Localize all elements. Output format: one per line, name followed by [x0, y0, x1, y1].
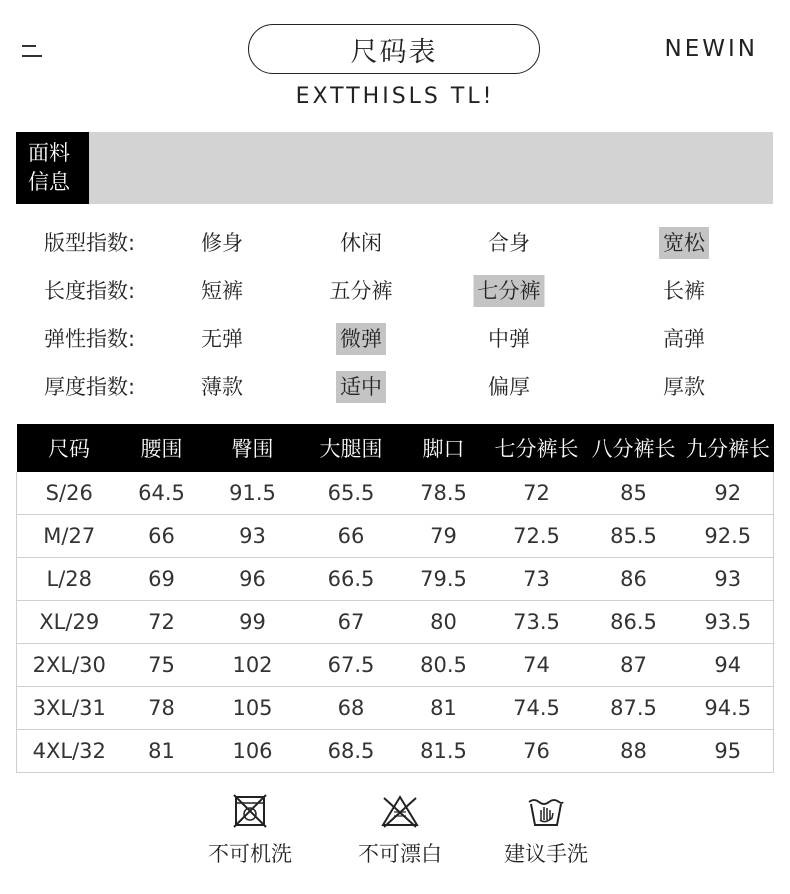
page-subtitle: EXTTHISLS TL! [295, 84, 495, 109]
measurement-cell: 93 [202, 515, 304, 558]
measurement-cell: 92.5 [683, 515, 774, 558]
table-row [17, 687, 774, 730]
brand-name: NEWIN [664, 36, 758, 62]
measurement-cell: 81 [122, 730, 202, 773]
measurement-cell: 81.5 [399, 730, 489, 773]
measurement-cell: 73 [489, 558, 585, 601]
size-cell: M/27 [17, 515, 122, 558]
measurement-cell: 102 [202, 644, 304, 687]
index-label: 长度指数: [44, 279, 136, 303]
size-cell: 4XL/32 [17, 730, 122, 773]
no-bleach-icon [380, 794, 420, 828]
measurement-cell: 79.5 [399, 558, 489, 601]
care-hand-wash [476, 794, 616, 868]
measurement-cell: 105 [202, 687, 304, 730]
measurement-cell: 80 [399, 601, 489, 644]
table-row [17, 472, 774, 515]
index-option: 中弹 [488, 327, 530, 351]
size-table-header [17, 424, 774, 472]
size-cell: 3XL/31 [17, 687, 122, 730]
size-table [16, 424, 774, 773]
measurement-cell: 68.5 [304, 730, 399, 773]
care-label-no-bleach: 不可漂白 [358, 842, 442, 866]
index-option: 休闲 [340, 231, 382, 255]
index-option: 薄款 [201, 375, 243, 399]
measurement-cell: 65.5 [327, 481, 375, 505]
index-option-selected: 微弹 [336, 323, 386, 355]
measurement-cell: 94 [683, 644, 774, 687]
measurement-cell: 79 [399, 515, 489, 558]
measurement-cell: 76 [489, 730, 585, 773]
measurement-cell: 72.5 [489, 515, 585, 558]
no-machine-wash-icon [233, 794, 267, 828]
size-cell: S/26 [17, 472, 122, 515]
table-row [17, 730, 774, 773]
size-table-column-header: 九分裤长 [683, 424, 774, 472]
size-table-column-header: 尺码 [17, 424, 122, 472]
index-option: 五分裤 [329, 279, 393, 303]
index-option: 高弹 [663, 327, 705, 351]
measurement-cell: 86.5 [585, 601, 683, 644]
index-option: 合身 [488, 231, 530, 255]
index-option: 厚款 [663, 375, 705, 399]
measurement-cell: 91.5 [229, 481, 276, 505]
measurement-cell: 95 [683, 730, 774, 773]
size-table-column-header: 大腿围 [304, 424, 399, 472]
measurement-cell: 99 [202, 601, 304, 644]
index-option-selected: 七分裤 [474, 275, 545, 307]
size-table-column-header: 腰围 [122, 424, 202, 472]
measurement-cell: 75 [122, 644, 202, 687]
size-table-column-header: 脚口 [399, 424, 489, 472]
menu-icon[interactable] [22, 44, 42, 58]
index-label: 厚度指数: [44, 375, 136, 399]
size-cell: L/28 [17, 558, 122, 601]
fabric-label-line2: 信息 [28, 170, 70, 194]
hand-wash-icon [526, 794, 566, 828]
size-table-column-header: 臀围 [202, 424, 304, 472]
measurement-cell: 78 [122, 687, 202, 730]
index-option-selected: 宽松 [659, 227, 709, 259]
measurement-cell: 86 [585, 558, 683, 601]
measurement-cell: 74.5 [489, 687, 585, 730]
table-row [17, 558, 774, 601]
size-table-column-header: 八分裤长 [585, 424, 683, 472]
index-label: 版型指数: [44, 231, 136, 255]
measurement-cell: 67 [304, 601, 399, 644]
measurement-cell: 96 [202, 558, 304, 601]
measurement-cell: 93.5 [683, 601, 774, 644]
index-option: 长裤 [663, 279, 705, 303]
measurement-cell: 64.5 [138, 481, 185, 505]
measurement-cell: 81 [399, 687, 489, 730]
index-option: 偏厚 [488, 375, 530, 399]
measurement-cell: 78.5 [420, 481, 467, 505]
measurement-cell: 74 [489, 644, 585, 687]
size-cell: 2XL/30 [17, 644, 122, 687]
size-table-column-header: 七分裤长 [489, 424, 585, 472]
index-option: 短裤 [201, 279, 243, 303]
index-label: 弹性指数: [44, 327, 136, 351]
fabric-info-bar [16, 132, 773, 204]
fabric-info-label [16, 132, 89, 204]
measurement-cell: 80.5 [399, 644, 489, 687]
measurement-cell: 87 [585, 644, 683, 687]
size-cell: XL/29 [17, 601, 122, 644]
index-row [0, 273, 790, 309]
measurement-cell: 85 [620, 481, 647, 505]
page-title: 尺码表 [248, 24, 540, 74]
table-row [17, 515, 774, 558]
measurement-cell: 68 [304, 687, 399, 730]
measurement-cell: 85.5 [585, 515, 683, 558]
measurement-cell: 67.5 [304, 644, 399, 687]
measurement-cell: 69 [122, 558, 202, 601]
index-row [0, 321, 790, 357]
index-row [0, 225, 790, 261]
measurement-cell: 72 [122, 601, 202, 644]
care-no-bleach [330, 794, 470, 868]
measurement-cell: 93 [683, 558, 774, 601]
measurement-cell: 88 [585, 730, 683, 773]
measurement-cell: 87.5 [585, 687, 683, 730]
measurement-cell: 72 [523, 481, 550, 505]
care-label-no-machine-wash: 不可机洗 [208, 842, 292, 866]
index-option: 修身 [201, 231, 243, 255]
measurement-cell: 92 [683, 472, 774, 515]
measurement-cell: 66 [122, 515, 202, 558]
fabric-label-line1: 面料 [28, 141, 70, 165]
table-row [17, 644, 774, 687]
measurement-cell: 66 [304, 515, 399, 558]
measurement-cell: 106 [202, 730, 304, 773]
index-option-selected: 适中 [336, 371, 386, 403]
measurement-cell: 94.5 [683, 687, 774, 730]
index-option: 无弹 [201, 327, 243, 351]
table-row [17, 601, 774, 644]
care-no-machine-wash [180, 794, 320, 868]
measurement-cell: 73.5 [489, 601, 585, 644]
care-label-hand-wash: 建议手洗 [504, 842, 588, 866]
index-row [0, 369, 790, 405]
measurement-cell: 66.5 [304, 558, 399, 601]
